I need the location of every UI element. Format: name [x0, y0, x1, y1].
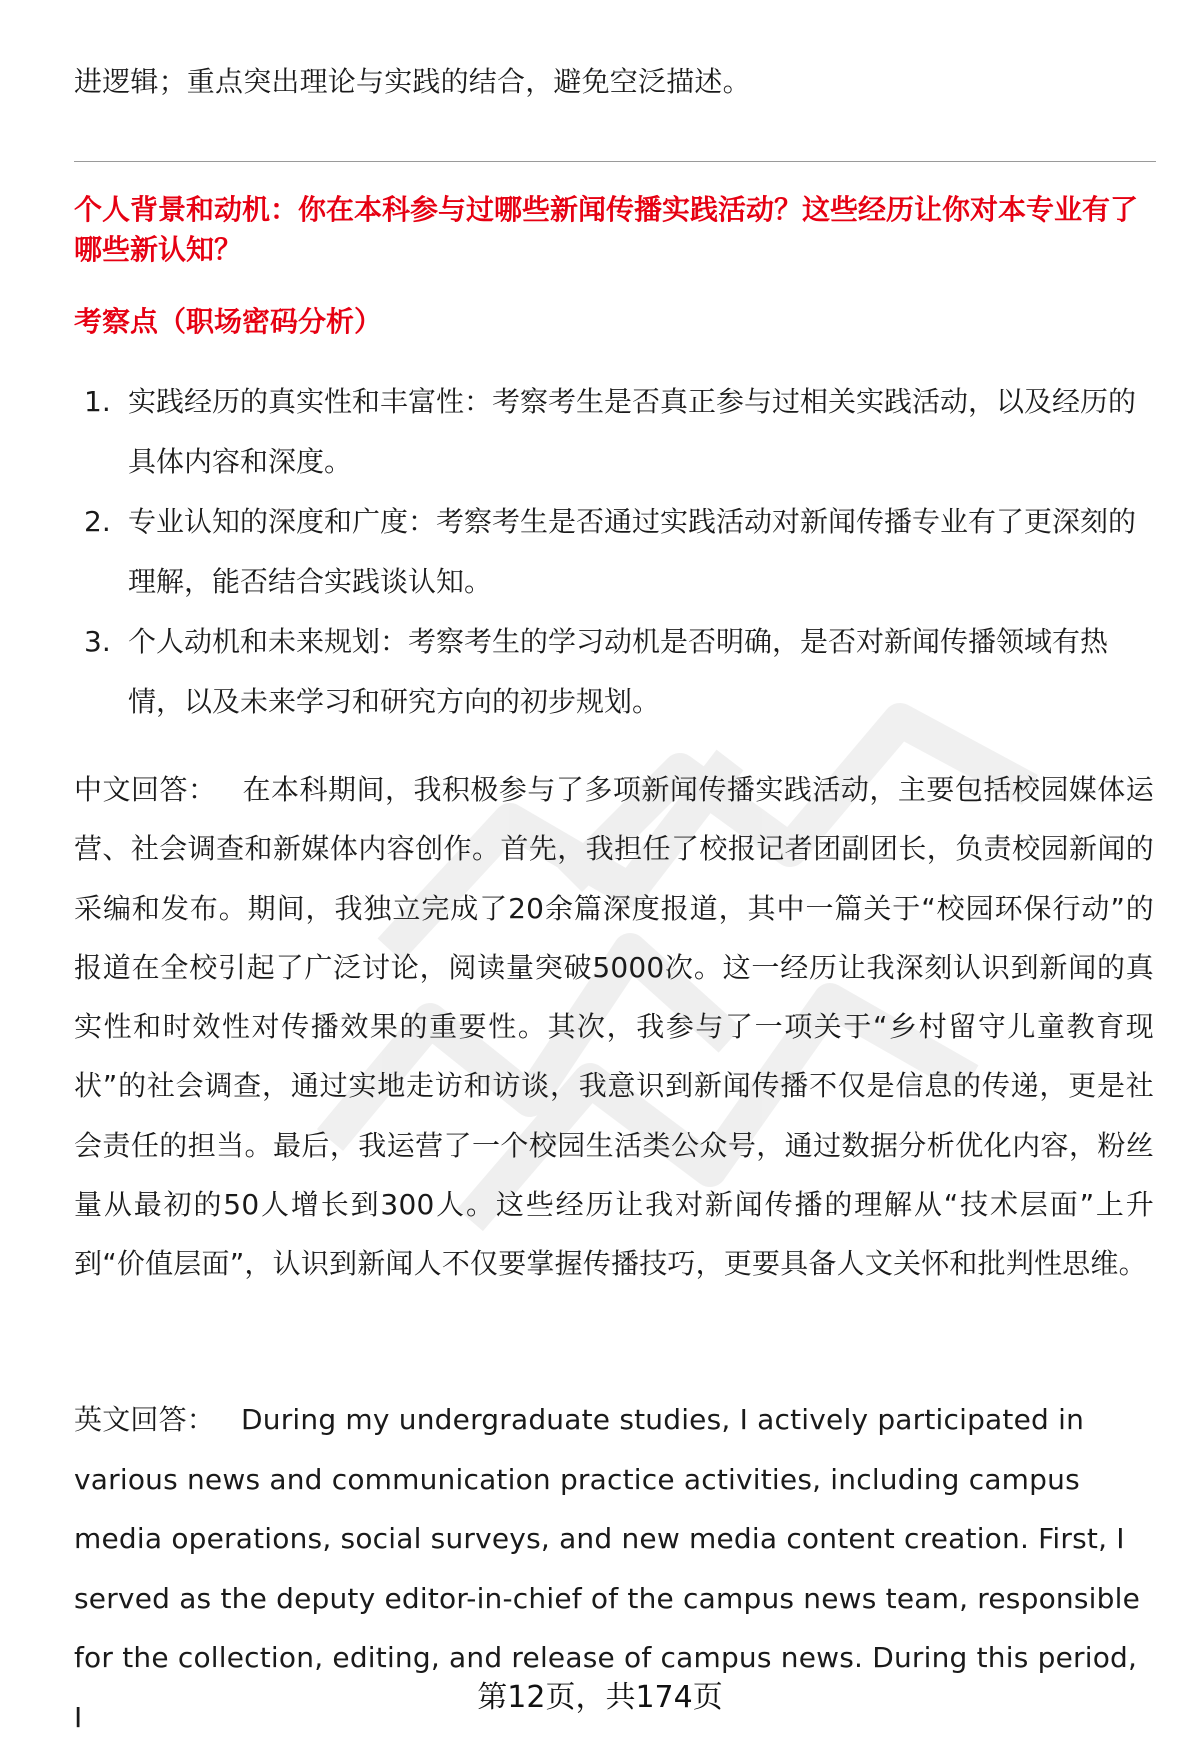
assessment-points-list: [74, 372, 1156, 732]
list-item-number: 2.: [84, 505, 111, 538]
english-answer-label: 英文回答：: [74, 1403, 216, 1436]
list-item-number: 1.: [84, 385, 111, 418]
chinese-answer: [74, 760, 1154, 1294]
list-item-text: 专业认知的深度和广度：考察考生是否通过实践活动对新闻传播专业有了更深刻的理解，能否结合实践谈认知。: [128, 505, 1137, 598]
list-item-text: 个人动机和未来规划：考察考生的学习动机是否明确，是否对新闻传播领域有热情，以及未来学习和研究方向的初步规划。: [128, 625, 1109, 718]
list-item: [74, 372, 1156, 492]
list-item-text: 实践经历的真实性和丰富性：考察考生是否真正参与过相关实践活动，以及经历的具体内容和深度。: [128, 385, 1137, 478]
page-number-footer: 第12页，共174页: [477, 1680, 723, 1715]
chinese-answer-label: 中文回答：: [74, 773, 217, 806]
list-item: [74, 492, 1156, 612]
lead-text: 进逻辑；重点突出理论与实践的结合，避免空泛描述。: [74, 65, 751, 98]
english-answer-text: During my undergraduate studies, I actively participated in various news and communication practice activities, including campus media operations, social surveys, and new media content creation. First, I served as the deputy editor-in-chief of the campus news team, responsible for the collection, editing, and release of campus news. During this period, I: [74, 1403, 1140, 1734]
section-title: 考察点（职场密码分析）: [74, 305, 383, 338]
question-heading: 个人背景和动机：你在本科参与过哪些新闻传播实践活动？这些经历让你对本专业有了哪些新认知？: [74, 193, 1139, 266]
list-item-number: 3.: [84, 625, 111, 658]
chinese-answer-text: 在本科期间，我积极参与了多项新闻传播实践活动，主要包括校园媒体运营、社会调查和新媒体内容创作。首先，我担任了校报记者团副团长，负责校园新闻的采编和发布。期间，我独立完成了20余篇深度报道，其中一篇关于“校园环保行动”的报道在全校引起了广泛讨论，阅读量突破5000次。这一经历让我深刻认识到新闻的真实性和时效性对传播效果的重要性。其次，我参与了一项关于“乡村留守儿童教育现状”的社会调查，通过实地走访和访谈，我意识到新闻传播不仅是信息的传递，更是社会责任的担当。最后，我运营了一个校园生活类公众号，通过数据分析优化内容，粉丝量从最初的50人增长到300人。这些经历让我对新闻传播的理解从“技术层面”上升到“价值层面”，认识到新闻人不仅要掌握传播技巧，更要具备人文关怀和批判性思维。: [74, 773, 1154, 1281]
list-item: [74, 612, 1156, 732]
section-divider: [74, 161, 1156, 162]
